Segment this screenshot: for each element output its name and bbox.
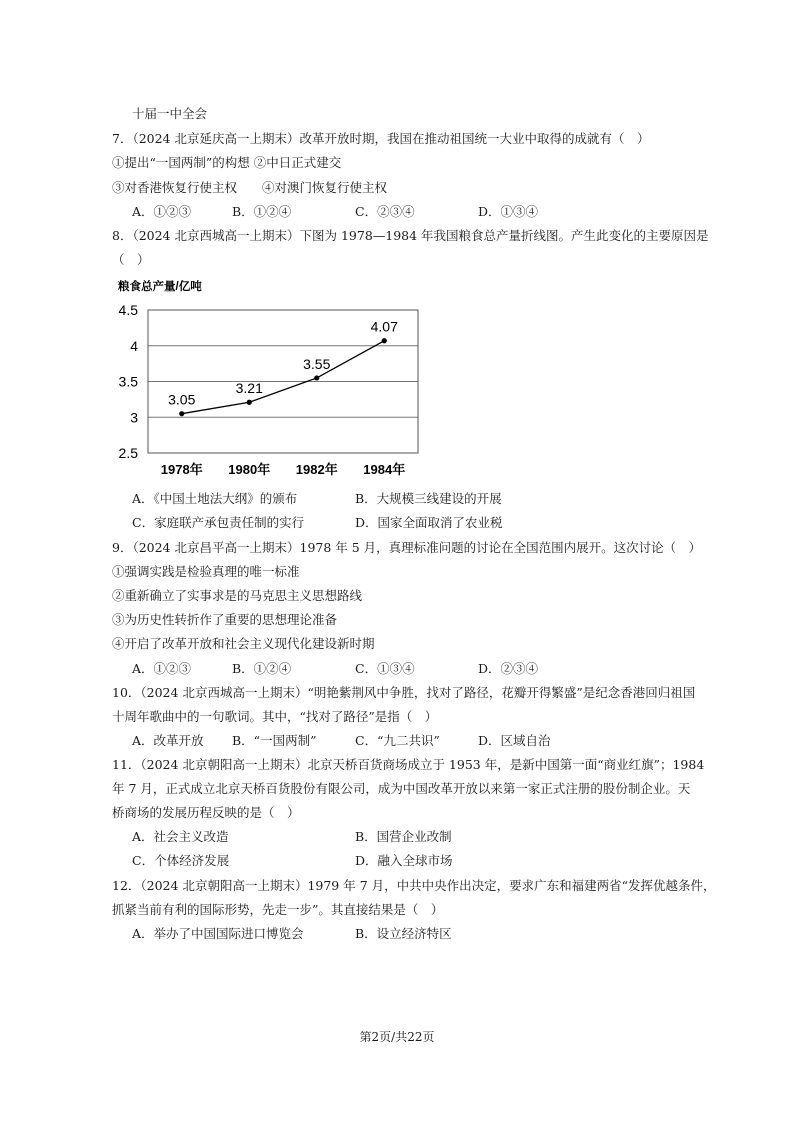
- q11-stem-line2: 年 7 月，正式成立北京天桥百货股份有限公司，成为中国改革开放以来第一家正式注册的股份制企业。天: [112, 781, 691, 796]
- q10-option-d[interactable]: D．区域自治: [478, 733, 551, 748]
- y-tick-label: 3.5: [118, 373, 138, 390]
- q9-stem: 9．（2024 北京昌平高一上期末）1978 年 5 月，真理标准问题的讨论在全国范围内展开。这次讨论（ ）: [112, 540, 702, 555]
- q8-option-d[interactable]: D．国家全面取消了农业税: [355, 515, 503, 530]
- q9-statement-1: ①强调实践是检验真理的唯一标准: [112, 564, 300, 579]
- q9-option-d[interactable]: D．②③④: [478, 661, 539, 676]
- q10-option-a[interactable]: A．改革开放: [132, 733, 204, 748]
- grain-output-chart: [112, 276, 442, 486]
- q12-stem-line1: 12．（2024 北京朝阳高一上期末）1979 年 7 月，中共中央作出决定，要求广东和福建两省“发挥优越条件，: [112, 878, 716, 893]
- q11-option-b[interactable]: B．国营企业改制: [355, 829, 452, 844]
- q11-stem-line1: 11．（2024 北京朝阳高一上期末）北京天桥百货商场成立于 1953 年，是新中国第一面“商业红旗”；1984: [112, 757, 705, 772]
- q8-option-b[interactable]: B．大规模三线建设的开展: [355, 491, 502, 506]
- q11-option-c[interactable]: C．个体经济发展: [132, 853, 230, 868]
- continuation-text: 十届一中全会: [132, 106, 208, 121]
- y-tick-label: 2.5: [118, 445, 138, 461]
- series-line: [182, 341, 385, 414]
- q12-option-a[interactable]: A．举办了中国国际进口博览会: [132, 926, 304, 941]
- q7-statement-2: ③对香港恢复行使主权 ④对澳门恢复行使主权: [112, 180, 388, 195]
- q10-option-c[interactable]: C．“九二共识”: [355, 733, 440, 748]
- q12-option-b[interactable]: B．设立经济特区: [355, 926, 452, 941]
- q8-stem-line1: 8．（2024 北京西城高一上期末）下图为 1978—1984 年我国粮食总产量折线图。产生此变化的主要原因是: [112, 228, 709, 243]
- q11-option-a[interactable]: A．社会主义改造: [132, 829, 229, 844]
- q9-statement-2: ②重新确立了实事求是的马克思主义思想路线: [112, 588, 363, 603]
- q9-option-b[interactable]: B．①②④: [232, 661, 292, 676]
- q7-option-a[interactable]: A．①②③: [132, 204, 192, 219]
- q7-option-b[interactable]: B．①②④: [232, 204, 292, 219]
- line-chart-svg: [112, 276, 442, 486]
- y-tick-label: 3: [130, 409, 138, 426]
- q9-statement-4: ④开启了改革开放和社会主义现代化建设新时期: [112, 636, 375, 651]
- x-tick-label: 1984年: [363, 462, 406, 477]
- x-tick-label: 1980年: [228, 462, 271, 477]
- data-point: [382, 338, 387, 343]
- q10-stem-line1: 10．（2024 北京西城高一上期末）“明艳紫荆风中争胜，找对了路径，花瓣开得繁盛”是纪念香港回归祖国: [112, 685, 696, 700]
- series-points: [179, 338, 387, 416]
- q10-stem-line2: 十周年歌曲中的一句歌词。其中，“找对了路径”是指（ ）: [112, 709, 438, 724]
- q9-statement-3: ③为历史性转折作了重要的思想理论准备: [112, 612, 338, 627]
- data-label: 3.55: [303, 355, 331, 372]
- q8-stem-line2: （ ）: [112, 252, 150, 267]
- q7-statement-1: ①提出“一国两制”的构想 ②中日正式建交: [112, 155, 342, 170]
- data-point: [179, 411, 184, 416]
- x-axis-ticks: [161, 462, 405, 477]
- x-tick-label: 1982年: [295, 462, 338, 477]
- q8-option-c[interactable]: C．家庭联产承包责任制的实行: [132, 515, 305, 530]
- q11-stem-line3: 桥商场的发展历程反映的是（ ）: [112, 805, 300, 820]
- y-tick-label: 4: [130, 337, 138, 354]
- y-tick-label: 4.5: [118, 302, 138, 318]
- q12-stem-line2: 抓紧当前有利的国际形势，先走一步”。其直接结果是（ ）: [112, 902, 444, 917]
- data-label: 3.21: [235, 380, 263, 397]
- q7-stem: 7．（2024 北京延庆高一上期末）改革开放时期，我国在推动祖国统一大业中取得的成就有（ ）: [112, 131, 650, 146]
- q9-option-c[interactable]: C．①③④: [355, 661, 415, 676]
- x-tick-label: 1978年: [160, 462, 203, 477]
- chart-title: 粮食总产量/亿吨: [118, 281, 202, 293]
- data-label: 3.05: [168, 391, 196, 408]
- data-point: [314, 375, 319, 380]
- q7-option-c[interactable]: C．②③④: [355, 204, 415, 219]
- q10-option-b[interactable]: B．“一国两制”: [232, 733, 317, 748]
- y-axis-ticks: [119, 302, 139, 461]
- q7-option-d[interactable]: D．①③④: [478, 204, 539, 219]
- q11-option-d[interactable]: D．融入全球市场: [355, 853, 453, 868]
- data-point: [247, 400, 252, 405]
- page-footer: 第2页/共22页: [359, 1030, 435, 1044]
- q8-option-a[interactable]: A．《中国土地法大纲》的颁布: [132, 491, 298, 506]
- data-label: 4.07: [370, 318, 398, 335]
- q9-option-a[interactable]: A．①②③: [132, 661, 192, 676]
- data-labels: [168, 319, 398, 408]
